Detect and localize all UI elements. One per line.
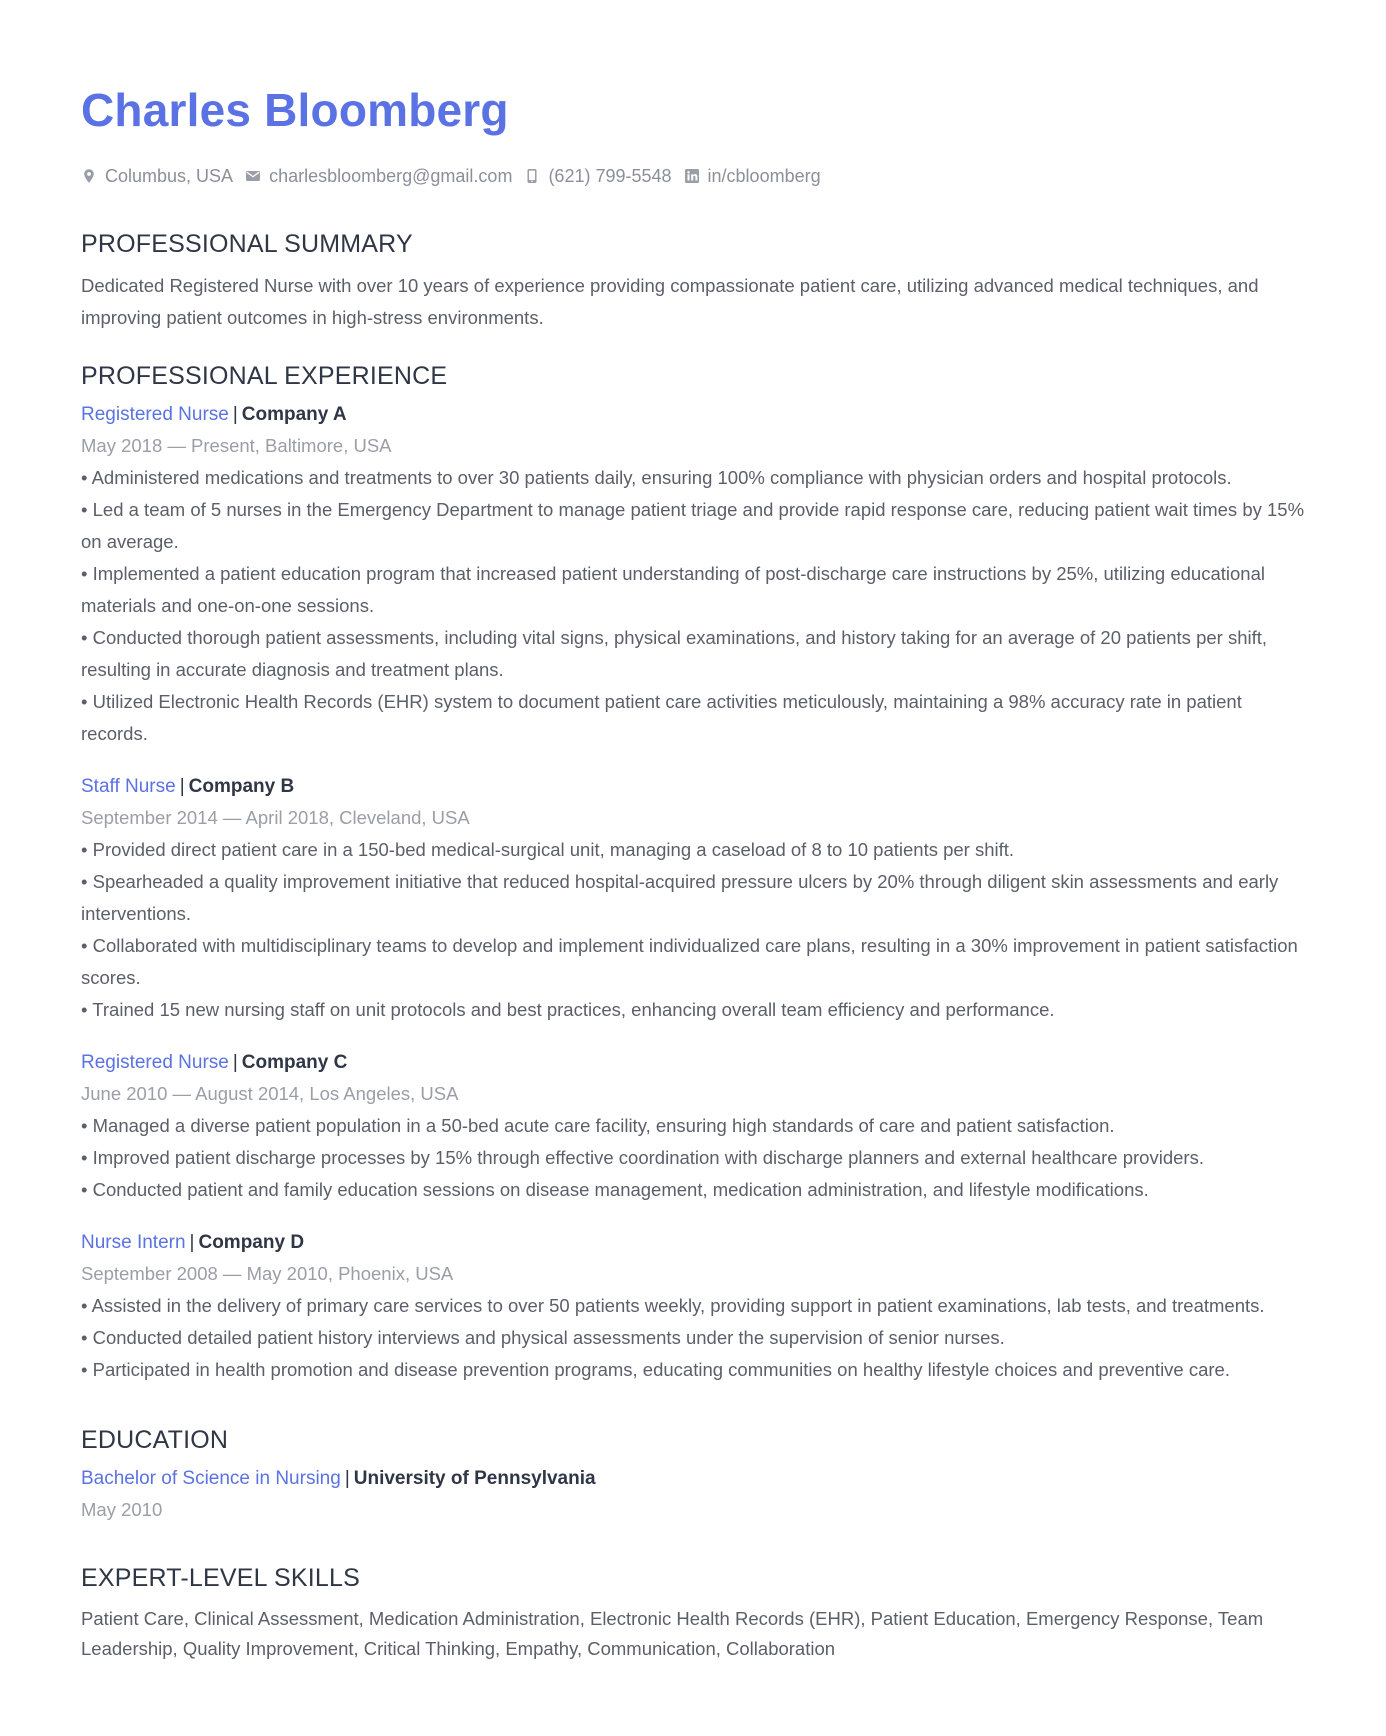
job-bullet: • Trained 15 new nursing staff on unit protocols and best practices, enhancing overall team efficiency and performance. [81, 999, 1055, 1020]
location-pin-icon [81, 168, 97, 184]
job-dates-location: September 2008 — May 2010, Phoenix, USA [81, 1263, 454, 1284]
job-header [81, 1048, 1311, 1078]
education-date: May 2010 [81, 1499, 163, 1520]
job-entry [81, 1048, 1311, 1206]
job-bullets [81, 462, 1311, 750]
contact-phone[interactable] [524, 164, 671, 188]
education-degree: Bachelor of Science in Nursing [81, 1468, 341, 1489]
linkedin-icon [684, 168, 700, 184]
job-role: Registered Nurse [81, 404, 229, 425]
candidate-name: Charles Bloomberg [81, 84, 509, 136]
job-entry [81, 400, 1311, 750]
envelope-icon [245, 168, 261, 184]
job-bullet: • Conducted detailed patient history interviews and physical assessments under the supervision of senior nurses. [81, 1327, 1005, 1348]
job-bullet: • Led a team of 5 nurses in the Emergency Department to manage patient triage and provide rapid response care, reducing patient wait times by 15% on average. [81, 499, 1305, 552]
job-role: Nurse Intern [81, 1232, 186, 1253]
contact-linkedin-text[interactable]: in/cbloomberg [707, 166, 821, 186]
job-bullet: • Collaborated with multidisciplinary teams to develop and implement individualized care plans, resulting in a 30% improvement in patient satisfaction scores. [81, 935, 1298, 988]
contact-email-text[interactable]: charlesbloomberg@gmail.com [269, 166, 513, 186]
education-separator: | [344, 1468, 350, 1489]
contact-linkedin[interactable] [684, 164, 821, 188]
job-separator: | [179, 776, 185, 797]
contact-location [81, 164, 233, 188]
contact-email[interactable] [245, 164, 512, 188]
job-bullet: • Conducted patient and family education sessions on disease management, medication administration, and lifestyle modifications. [81, 1179, 1149, 1200]
job-bullet: • Utilized Electronic Health Records (EHR) system to document patient care activities meticulously, maintaining a 98% accuracy rate in patient records. [81, 691, 1242, 744]
contact-phone-text[interactable]: (621) 799-5548 [548, 166, 672, 186]
job-bullet: • Participated in health promotion and disease prevention programs, educating communities on healthy lifestyle choices and preventive care. [81, 1359, 1230, 1380]
job-company: Company D [198, 1232, 305, 1253]
job-dates-location: September 2014 — April 2018, Cleveland, USA [81, 807, 470, 828]
job-entry [81, 772, 1311, 1026]
summary-heading: PROFESSIONAL SUMMARY [81, 230, 413, 258]
skills-text: Patient Care, Clinical Assessment, Medication Administration, Electronic Health Records (EHR), Patient Education, Emergency Response, Team Leadership, Quality Improvement, Critical Thinking, Empathy, Communication, Collaboration [81, 1608, 1264, 1659]
job-separator: | [232, 1052, 238, 1073]
education-entry [81, 1464, 1311, 1526]
job-bullets [81, 1110, 1311, 1206]
job-company: Company A [241, 404, 347, 425]
job-separator: | [189, 1232, 195, 1253]
job-bullet: • Conducted thorough patient assessments, including vital signs, physical examinations, and history taking for an average of 20 patients per shift, resulting in accurate diagnosis and treatment plans. [81, 627, 1268, 680]
job-separator: | [232, 404, 238, 425]
job-company: Company C [241, 1052, 348, 1073]
job-dates-location: May 2018 — Present, Baltimore, USA [81, 435, 392, 456]
job-bullets [81, 1290, 1311, 1386]
experience-heading: PROFESSIONAL EXPERIENCE [81, 362, 448, 390]
education-school: University of Pennsylvania [353, 1468, 596, 1489]
job-bullet: • Managed a diverse patient population in a 50-bed acute care facility, ensuring high standards of care and patient satisfaction. [81, 1115, 1115, 1136]
job-dates-location: June 2010 — August 2014, Los Angeles, USA [81, 1083, 459, 1104]
contact-location-text: Columbus, USA [105, 166, 234, 186]
job-header [81, 1228, 1311, 1258]
job-bullet: • Provided direct patient care in a 150-bed medical-surgical unit, managing a caseload of 8 to 10 patients per shift. [81, 839, 1015, 860]
job-bullet: • Assisted in the delivery of primary care services to over 50 patients weekly, providing support in patient examinations, lab tests, and treatments. [81, 1295, 1265, 1316]
skills-heading: EXPERT-LEVEL SKILLS [81, 1564, 360, 1592]
job-bullet: • Implemented a patient education program that increased patient understanding of post-discharge care instructions by 25%, utilizing educational materials and one-on-one sessions. [81, 563, 1265, 616]
resume-content [81, 82, 1311, 1664]
contact-row [81, 164, 1311, 188]
mobile-phone-icon [524, 168, 540, 184]
job-role: Registered Nurse [81, 1052, 229, 1073]
job-role: Staff Nurse [81, 776, 176, 797]
education-header [81, 1464, 1311, 1494]
job-company: Company B [188, 776, 295, 797]
job-header [81, 772, 1311, 802]
job-bullet: • Spearheaded a quality improvement initiative that reduced hospital-acquired pressure ulcers by 20% through diligent skin assessments and early interventions. [81, 871, 1279, 924]
job-bullets [81, 834, 1311, 1026]
job-bullet: • Improved patient discharge processes by 15% through effective coordination with discharge planners and external healthcare providers. [81, 1147, 1204, 1168]
job-entry [81, 1228, 1311, 1386]
summary-text: Dedicated Registered Nurse with over 10 years of experience providing compassionate patient care, utilizing advanced medical techniques, and improving patient outcomes in high-stress environments. [81, 275, 1259, 328]
job-bullet: • Administered medications and treatments to over 30 patients daily, ensuring 100% compliance with physician orders and hospital protocols. [81, 467, 1232, 488]
job-header [81, 400, 1311, 430]
education-heading: EDUCATION [81, 1426, 229, 1454]
